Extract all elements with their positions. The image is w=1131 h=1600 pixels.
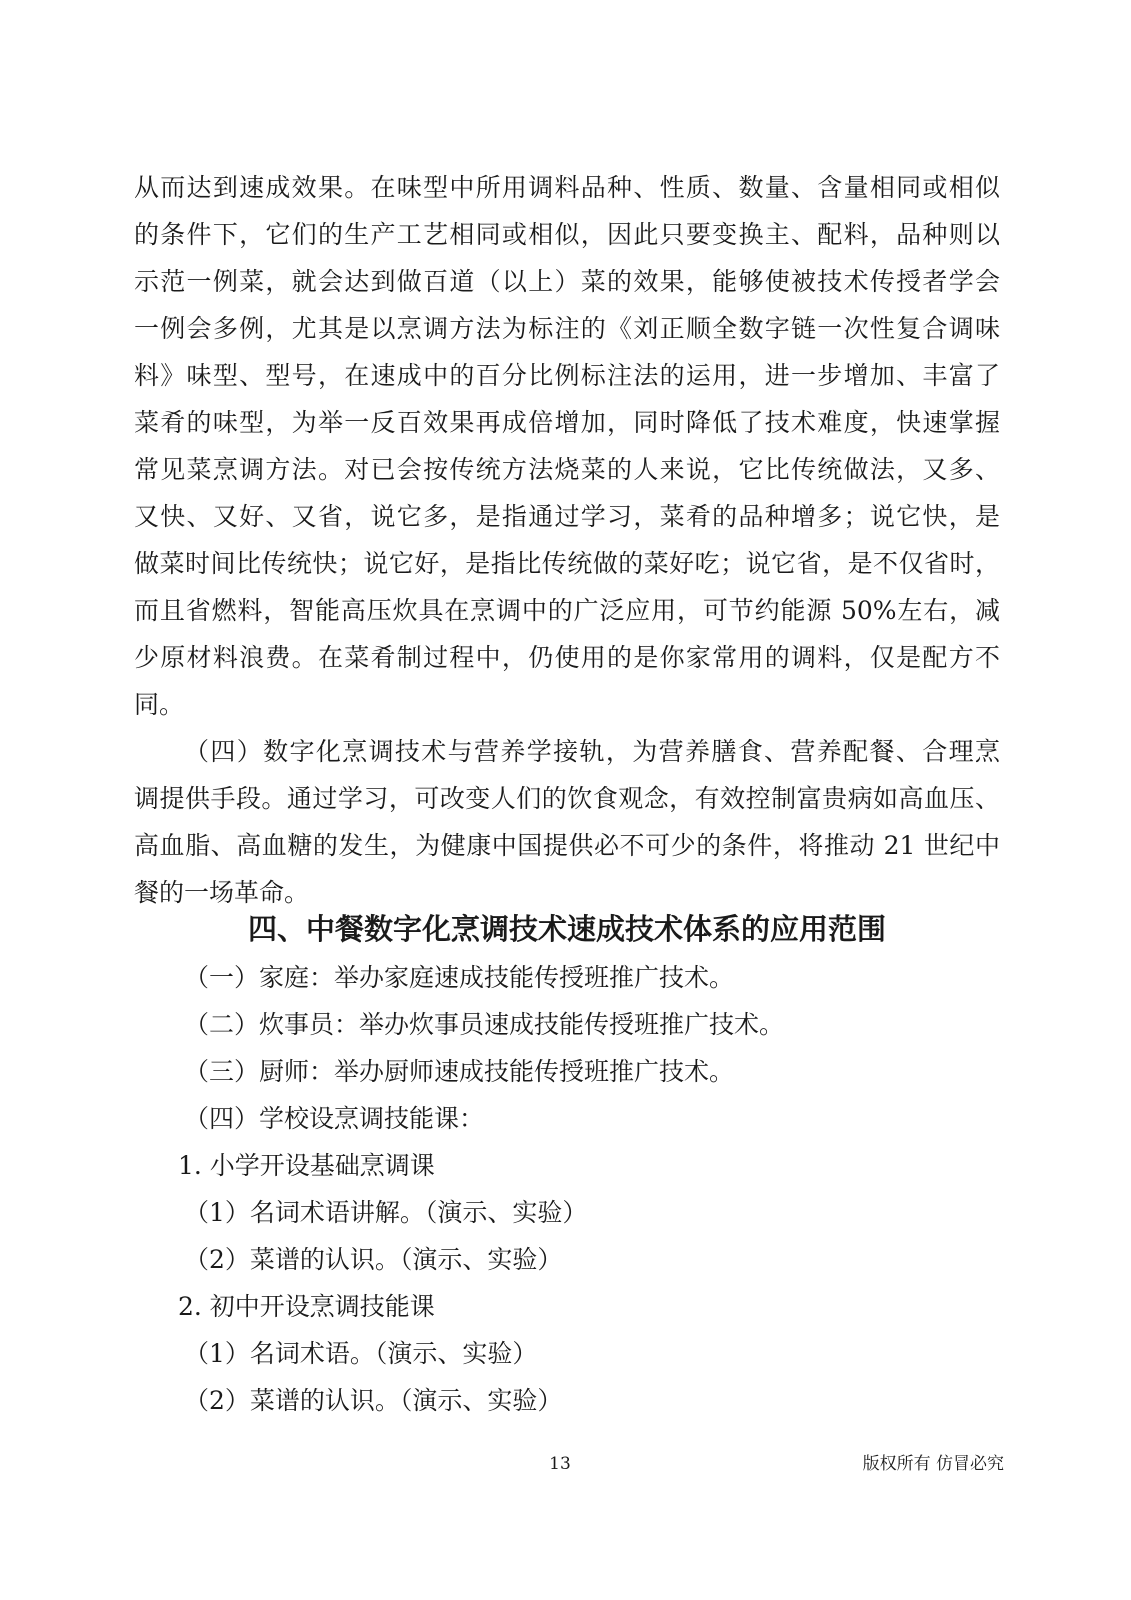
text-line: 同。 — [134, 690, 185, 719]
copyright-notice: 版权所有 仿冒必究 — [862, 1454, 1004, 1474]
list-item: 2. 初中开设烹调技能课 — [178, 1292, 435, 1321]
text-line: 菜肴的味型，为举一反百效果再成倍增加，同时降低了技术难度，快速掌握 — [134, 408, 1000, 437]
text-line: 高血脂、高血糖的发生，为健康中国提供必不可少的条件，将推动 21 世纪中 — [134, 831, 1000, 860]
text-line: 示范一例菜，就会达到做百道（以上）菜的效果，能够使被技术传授者学会 — [134, 267, 1000, 296]
text-line: 又快、又好、又省，说它多，是指通过学习，菜肴的品种增多；说它快，是 — [134, 502, 1000, 531]
section-heading: 四、中餐数字化烹调技术速成技术体系的应用范围 — [247, 912, 886, 946]
text-line: 做菜时间比传统快；说它好，是指比传统做的菜好吃；说它省，是不仅省时， — [134, 549, 1000, 578]
text-line: （四）数字化烹调技术与营养学接轨，为营养膳食、营养配餐、合理烹 — [184, 737, 1000, 766]
text-line: 常见菜烹调方法。对已会按传统方法烧菜的人来说，它比传统做法，又多、 — [134, 455, 1000, 484]
text-line: 少原材料浪费。在菜肴制过程中，仍使用的是你家常用的调料，仅是配方不 — [134, 643, 1000, 672]
list-item: （1）名词术语讲解。（演示、实验） — [184, 1198, 588, 1227]
body-text — [134, 164, 1000, 916]
text-line: 从而达到速成效果。在味型中所用调料品种、性质、数量、含量相同或相似 — [134, 173, 1000, 202]
list-item: （四）学校设烹调技能课： — [184, 1104, 485, 1133]
text-line: 一例会多例，尤其是以烹调方法为标注的《刘正顺全数字链一次性复合调味 — [134, 314, 1000, 343]
list-item: （一）家庭：举办家庭速成技能传授班推广技术。 — [184, 963, 735, 992]
list-item: （1）名词术语。（演示、实验） — [184, 1339, 538, 1368]
text-line: 而且省燃料，智能高压炊具在烹调中的广泛应用，可节约能源 50%左右，减 — [134, 596, 1000, 625]
text-line: 的条件下，它们的生产工艺相同或相似，因此只要变换主、配料，品种则以 — [134, 220, 1000, 249]
text-line: 料》味型、型号，在速成中的百分比例标注法的运用，进一步增加、丰富了 — [134, 361, 1000, 390]
list-item: （2）菜谱的认识。（演示、实验） — [184, 1386, 563, 1415]
list-item: 1. 小学开设基础烹调课 — [178, 1151, 435, 1180]
text-line: 调提供手段。通过学习，可改变人们的饮食观念，有效控制富贵病如高血压、 — [134, 784, 1000, 813]
list-item: （二）炊事员：举办炊事员速成技能传授班推广技术。 — [184, 1010, 785, 1039]
page-number: 13 — [549, 1454, 571, 1474]
text-line: 餐的一场革命。 — [134, 878, 310, 907]
application-list — [134, 954, 1000, 1424]
list-item: （2）菜谱的认识。（演示、实验） — [184, 1245, 563, 1274]
list-item: （三）厨师：举办厨师速成技能传授班推广技术。 — [184, 1057, 735, 1086]
